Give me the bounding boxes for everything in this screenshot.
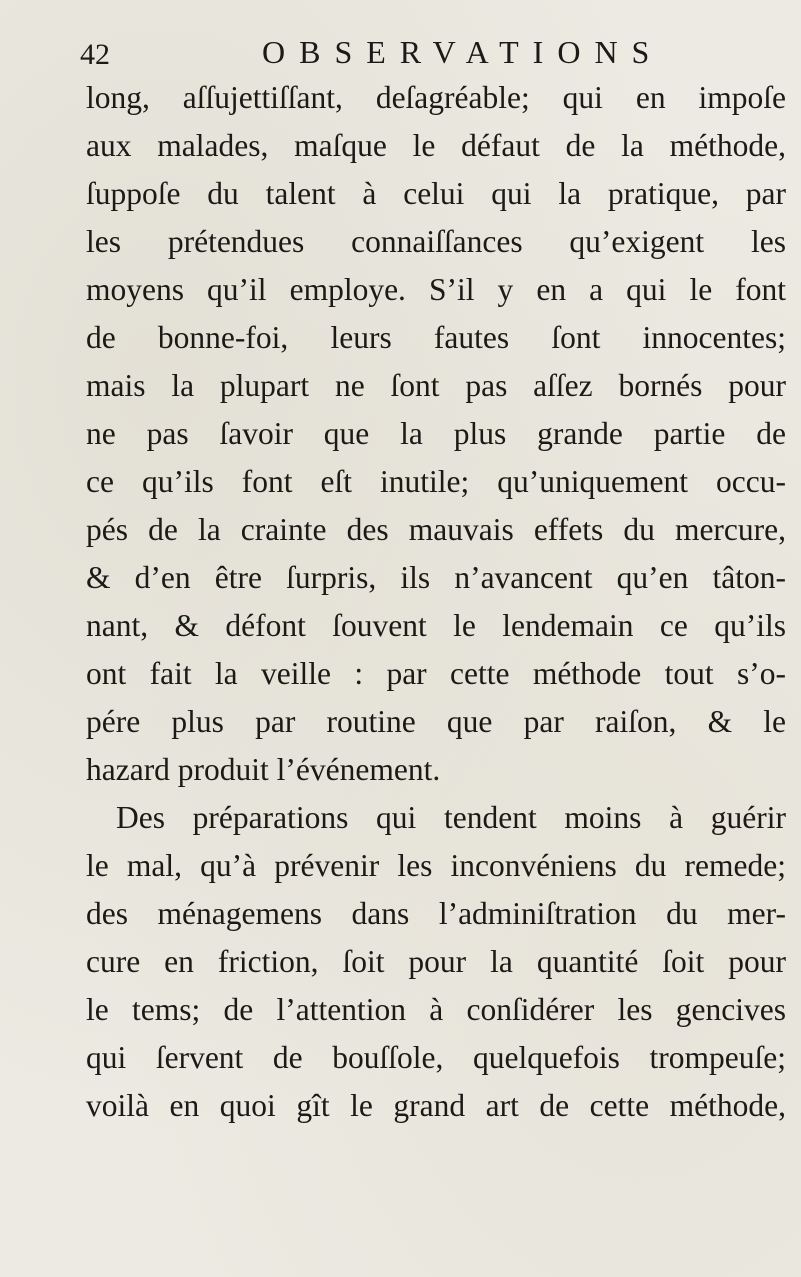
text-line: des ménagemens dans l’adminiſtration du mer- <box>86 896 786 931</box>
text-line: les prétendues connaiſſances qu’exigent les <box>86 224 786 259</box>
text-line: ſuppoſe du talent à celui qui la pratique, par <box>86 176 786 211</box>
text-line: ne pas ſavoir que la plus grande partie de <box>86 416 786 451</box>
text-line: de bonne-foi, leurs fautes ſont innocentes; <box>86 320 786 355</box>
text-line: qui ſervent de bouſſole, quelquefois trompeuſe; <box>86 1040 786 1075</box>
running-title: OBSERVATIONS <box>262 34 664 70</box>
text-line: & d’en être ſurpris, ils n’avancent qu’en tâton- <box>86 560 786 595</box>
text-line: aux malades, maſque le défaut de la méthode, <box>86 128 786 163</box>
text-line: ont fait la veille : par cette méthode tout s’o- <box>86 656 786 691</box>
text-line: le mal, qu’à prévenir les inconvéniens du remede; <box>86 848 786 883</box>
text-line: cure en friction, ſoit pour la quantité ſoit pour <box>86 944 786 979</box>
page-number: 42 <box>80 38 110 71</box>
text-line: le tems; de l’attention à conſidérer les gencives <box>86 992 786 1027</box>
body-text <box>86 74 786 1130</box>
text-line: pére plus par routine que par raiſon, & le <box>86 704 786 739</box>
text-line: nant, & défont ſouvent le lendemain ce qu’ils <box>86 608 786 643</box>
text-line: moyens qu’il employe. S’il y en a qui le font <box>86 272 786 307</box>
text-line: ce qu’ils font eſt inutile; qu’uniquement occu- <box>86 464 786 499</box>
text-line: mais la plupart ne ſont pas aſſez bornés pour <box>86 368 786 403</box>
text-line: pés de la crainte des mauvais effets du mercure, <box>86 512 786 547</box>
text-line: hazard produit l’événement. <box>86 752 441 787</box>
text-line: voilà en quoi gît le grand art de cette méthode, <box>86 1088 786 1123</box>
text-line: long, aſſujettiſſant, deſagréable; qui en impoſe <box>86 80 786 115</box>
page-header <box>0 32 801 72</box>
paragraph-start-line: Des préparations qui tendent moins à guérir <box>116 800 786 835</box>
